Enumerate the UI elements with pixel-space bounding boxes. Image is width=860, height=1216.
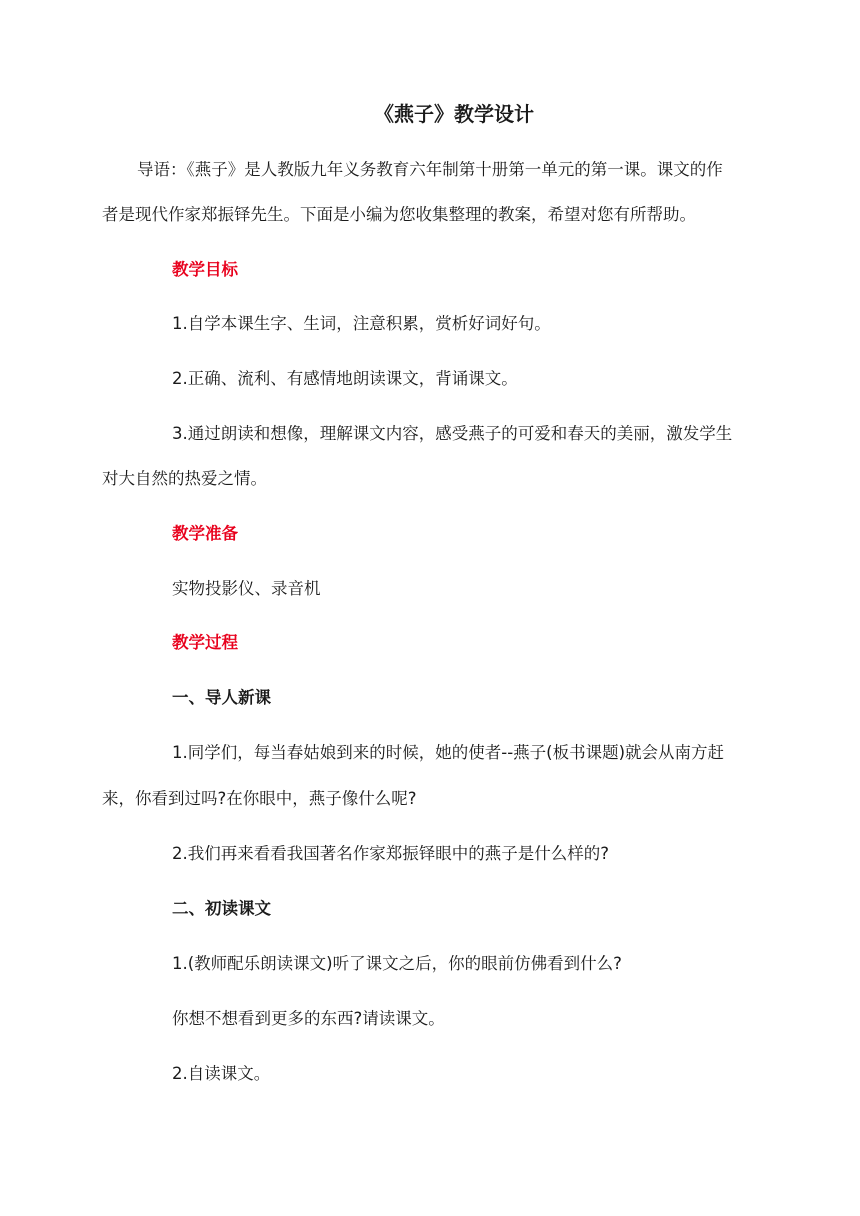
goal-item-3-line-1: 3.通过朗读和想像，理解课文内容，感受燕子的可爱和春天的美丽，激发学生: [172, 424, 733, 443]
intro-line-2: 者是现代作家郑振铎先生。下面是小编为您收集整理的教案，希望对您有所帮助。: [102, 205, 696, 224]
section-2-heading: 二、初读课文: [172, 899, 271, 918]
document-title: 《燕子》教学设计: [374, 102, 534, 126]
section-2-item-1: 1.(教师配乐朗读课文)听了课文之后，你的眼前仿佛看到什么?: [172, 954, 622, 973]
prep-heading: 教学准备: [172, 524, 238, 543]
section-1-item-1-line-1: 1.同学们，每当春姑娘到来的时候，她的使者--燕子(板书课题)就会从南方赶: [172, 743, 725, 762]
goals-heading: 教学目标: [172, 260, 238, 279]
goal-item-3-line-2: 对大自然的热爱之情。: [102, 469, 267, 488]
process-heading: 教学过程: [172, 633, 238, 652]
section-1-heading: 一、导人新课: [172, 688, 271, 707]
section-2-item-2: 2.自读课文。: [172, 1064, 271, 1083]
section-1-item-2: 2.我们再来看看我国著名作家郑振铎眼中的燕子是什么样的?: [172, 844, 610, 863]
intro-line-1: 导语：《燕子》是人教版九年义务教育六年制第十册第一单元的第一课。课文的作: [137, 160, 723, 179]
goal-item-2: 2.正确、流利、有感情地朗读课文，背诵课文。: [172, 369, 518, 388]
prep-text: 实物投影仪、录音机: [172, 579, 321, 598]
section-2-text: 你想不想看到更多的东西?请读课文。: [172, 1009, 445, 1028]
section-1-item-1-line-2: 来，你看到过吗?在你眼中，燕子像什么呢?: [102, 789, 417, 808]
goal-item-1: 1.自学本课生字、生词，注意积累，赏析好词好句。: [172, 314, 551, 333]
